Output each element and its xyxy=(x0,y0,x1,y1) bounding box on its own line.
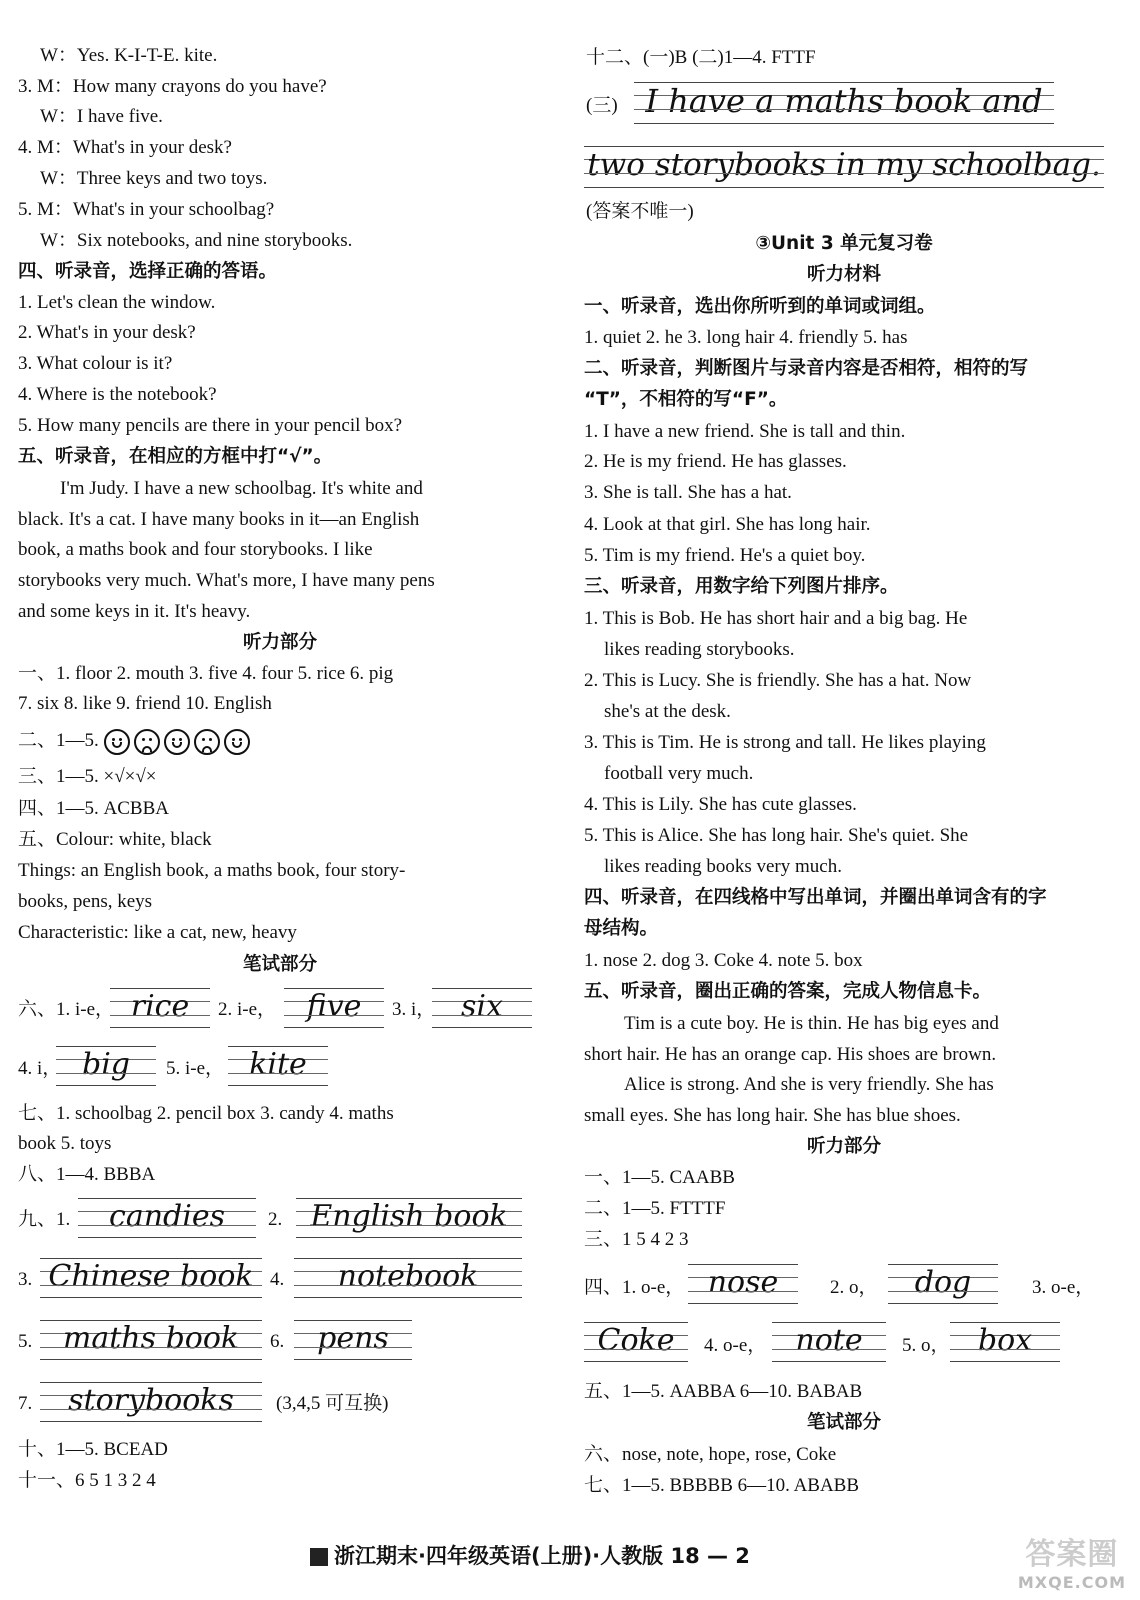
watermark xyxy=(1018,1529,1126,1592)
text-line: 十二、(一)B (二)1—4. FTTF xyxy=(586,47,816,68)
question-label: 5. i-e， xyxy=(166,1058,225,1079)
text-line: 一、1—5. CAABB xyxy=(584,1167,735,1188)
question-label: 2. i-e， xyxy=(218,999,277,1020)
handwritten-answer: notebook xyxy=(337,1259,479,1294)
note: (3,4,5 可互换) xyxy=(276,1393,389,1414)
four-line-box xyxy=(584,1322,688,1362)
text-line: 三、1 5 4 2 3 xyxy=(584,1229,689,1250)
four-line-box xyxy=(296,1198,522,1238)
text-line: book, a maths book and four storybooks. I like xyxy=(18,539,373,560)
face-mouth xyxy=(112,742,122,748)
text-line: 5. M：What's in your schoolbag? xyxy=(18,199,275,220)
text-line: 二、1—5. FTTTF xyxy=(584,1198,726,1219)
handwritten-answer: English book xyxy=(310,1199,508,1234)
smiley-face-icon xyxy=(224,729,250,755)
text-line: Alice is strong. And she is very friendly. She has xyxy=(624,1074,994,1095)
handwritten-answer: five xyxy=(306,989,362,1024)
question-label: 3. xyxy=(18,1269,33,1290)
text-line: likes reading books very much. xyxy=(604,856,842,877)
four-line-box xyxy=(584,146,1104,188)
handwritten-answer: Chinese book xyxy=(48,1259,254,1294)
handwritten-answer: two storybooks in my schoolbag. xyxy=(587,147,1101,183)
text-line: she's at the desk. xyxy=(604,701,731,722)
text-line: 3. She is tall. She has a hat. xyxy=(584,482,792,503)
four-line-box xyxy=(888,1264,998,1304)
handwritten-answer: box xyxy=(977,1323,1033,1358)
question-label: (三) xyxy=(586,95,618,116)
text-line: 四、1—5. ACBBA xyxy=(18,798,169,819)
text-line: W：Yes. K-I-T-E. kite. xyxy=(40,45,218,66)
question-label: 2. o， xyxy=(830,1277,878,1298)
text-line: 七、1—5. BBBBB 6—10. ABABB xyxy=(584,1475,860,1496)
text-line: Things: an English book, a maths book, four story- xyxy=(18,860,406,881)
handwritten-answer: rice xyxy=(130,989,190,1024)
book-icon xyxy=(310,1548,328,1566)
four-line-box xyxy=(40,1258,262,1298)
watermark-logo: 答案圈 xyxy=(1025,1537,1119,1572)
question-label: 四、1. o-e， xyxy=(584,1277,685,1298)
text-line: 4. Where is the notebook? xyxy=(18,384,217,405)
text-line: 1. Let's clean the window. xyxy=(18,292,216,313)
text-line: 2. What's in your desk? xyxy=(18,322,196,343)
handwritten-answer: six xyxy=(461,989,503,1024)
part-heading: 听力部分 xyxy=(806,1136,881,1157)
text-line: 4. M：What's in your desk? xyxy=(18,137,232,158)
four-line-box xyxy=(432,988,532,1028)
section-heading: 三、听录音，用数字给下列图片排序。 xyxy=(584,576,899,597)
four-line-box xyxy=(110,988,210,1028)
text-line: Tim is a cute boy. He is thin. He has big eyes and xyxy=(624,1013,999,1034)
text-line: small eyes. She has long hair. She has blue shoes. xyxy=(584,1105,961,1126)
handwritten-answer: dog xyxy=(914,1265,972,1300)
answer-label: 二、1—5. xyxy=(18,730,99,751)
four-line-box xyxy=(950,1322,1060,1362)
smiley-face-icon xyxy=(164,729,190,755)
footer-text: 浙江期末·四年级英语(上册)·人教版 18 — 2 xyxy=(334,1544,750,1568)
text-line: 五、1—5. AABBA 6—10. BABAB xyxy=(584,1381,863,1402)
section-heading: 五、听录音，圈出正确的答案，完成人物信息卡。 xyxy=(584,981,992,1002)
text-line: W：I have five. xyxy=(40,106,163,127)
text-line: football very much. xyxy=(604,763,754,784)
handwritten-answer: candies xyxy=(109,1199,225,1234)
face-mouth xyxy=(232,742,242,748)
question-label: 4. i， xyxy=(18,1058,62,1079)
text-line: 1. nose 2. dog 3. Coke 4. note 5. box xyxy=(584,950,863,971)
handwritten-answer: kite xyxy=(249,1047,307,1082)
text-line: 3. This is Tim. He is strong and tall. He likes playing xyxy=(584,732,986,753)
handwritten-answer: big xyxy=(81,1047,130,1082)
text-line: 1. I have a new friend. She is tall and thin. xyxy=(584,421,906,442)
section-heading: 四、听录音，选择正确的答语。 xyxy=(18,261,278,282)
text-line: books, pens, keys xyxy=(18,891,153,912)
face-mouth xyxy=(202,746,212,752)
face-mouth xyxy=(172,742,182,748)
text-line: 六、nose, note, hope, rose, Coke xyxy=(584,1444,837,1465)
section-heading: “T”，不相符的写“F”。 xyxy=(584,389,788,410)
question-label: 九、1. xyxy=(18,1209,71,1230)
four-line-box xyxy=(40,1320,262,1360)
text-line: W：Six notebooks, and nine storybooks. xyxy=(40,230,353,251)
sad-face-icon xyxy=(134,729,160,755)
text-line: 4. This is Lily. She has cute glasses. xyxy=(584,794,857,815)
handwritten-answer: pens xyxy=(317,1321,389,1356)
four-line-box xyxy=(56,1046,156,1086)
text-line: 一、1. floor 2. mouth 3. five 4. four 5. rice 6. pig xyxy=(18,663,394,684)
text-line: 七、1. schoolbag 2. pencil box 3. candy 4. maths xyxy=(18,1103,394,1124)
four-line-box xyxy=(634,82,1054,124)
watermark-url: MXQE.COM xyxy=(1017,1573,1126,1592)
text-line: 5. How many pencils are there in your pencil box? xyxy=(18,415,403,436)
page-footer xyxy=(310,1540,830,1570)
question-label: 5. o， xyxy=(902,1335,950,1356)
text-line: 7. six 8. like 9. friend 10. English xyxy=(18,693,272,714)
text-line: 1. This is Bob. He has short hair and a big bag. He xyxy=(584,608,968,629)
handwritten-answer: I have a maths book and xyxy=(645,82,1043,120)
smiley-face-icon xyxy=(104,729,130,755)
text-line: 5. This is Alice. She has long hair. She's quiet. She xyxy=(584,825,969,846)
section-heading: 一、听录音，选出你所听到的单词或词组。 xyxy=(584,296,936,317)
text-line: W：Three keys and two toys. xyxy=(40,168,268,189)
handwritten-answer: note xyxy=(795,1323,863,1358)
question-label: 4. xyxy=(270,1269,285,1290)
faces-row xyxy=(104,730,254,751)
question-label: 六、1. i-e， xyxy=(18,999,115,1020)
handwritten-answer: maths book xyxy=(62,1321,240,1356)
text-line: 2. This is Lucy. She is friendly. She has a hat. Now xyxy=(584,670,972,691)
question-label: 3. o-e， xyxy=(1032,1277,1095,1298)
text-line: 五、Colour: white, black xyxy=(18,829,212,850)
section-heading: 五、听录音，在相应的方框中打“√”。 xyxy=(18,446,333,467)
handwritten-answer: storybooks xyxy=(68,1383,234,1418)
section-heading: 四、听录音，在四线格中写出单词，并圈出单词含有的字 xyxy=(584,887,1047,908)
part-heading: 听力材料 xyxy=(806,264,881,285)
text-line: short hair. He has an orange cap. His shoes are brown. xyxy=(584,1044,997,1065)
text-line: likes reading storybooks. xyxy=(604,639,795,660)
text-line: and some keys in it. It's heavy. xyxy=(18,601,251,622)
text-line: 1. quiet 2. he 3. long hair 4. friendly 5. has xyxy=(584,327,908,348)
question-label: 6. xyxy=(270,1331,285,1352)
four-line-box xyxy=(40,1382,262,1422)
section-heading: 母结构。 xyxy=(584,918,659,939)
handwritten-answer: Coke xyxy=(597,1323,675,1358)
section-heading: 二、听录音，判断图片与录音内容是否相符，相符的写 xyxy=(584,358,1029,379)
four-line-box xyxy=(688,1264,798,1304)
text-line: (答案不唯一) xyxy=(586,201,694,222)
sad-face-icon xyxy=(194,729,220,755)
text-line: 十、1—5. BCEAD xyxy=(18,1439,168,1460)
question-label: 5. xyxy=(18,1331,33,1352)
text-line: 3. M：How many crayons do you have? xyxy=(18,76,327,97)
part-heading: 笔试部分 xyxy=(806,1412,881,1433)
unit-title: ③Unit 3 单元复习卷 xyxy=(755,233,933,254)
text-line: 2. He is my friend. He has glasses. xyxy=(584,451,847,472)
text-line: black. It's a cat. I have many books in it—an English xyxy=(18,509,420,530)
part-heading: 听力部分 xyxy=(242,632,317,653)
text-line: storybooks very much. What's more, I have many pens xyxy=(18,570,435,591)
face-mouth xyxy=(142,746,152,752)
text-line xyxy=(18,727,254,755)
four-line-box xyxy=(294,1320,412,1360)
question-label: 4. o-e， xyxy=(704,1335,767,1356)
four-line-box xyxy=(228,1046,328,1086)
text-line: 4. Look at that girl. She has long hair. xyxy=(584,514,871,535)
text-line: 十一、6 5 1 3 2 4 xyxy=(18,1470,156,1491)
text-line: 三、1—5. ×√×√× xyxy=(18,766,157,787)
text-line: 八、1—4. BBBA xyxy=(18,1164,156,1185)
text-line: 5. Tim is my friend. He's a quiet boy. xyxy=(584,545,866,566)
question-label: 7. xyxy=(18,1393,33,1414)
question-label: 3. i， xyxy=(392,999,436,1020)
handwritten-answer: nose xyxy=(707,1265,779,1300)
text-line: book 5. toys xyxy=(18,1133,112,1154)
four-line-box xyxy=(284,988,384,1028)
part-heading: 笔试部分 xyxy=(242,954,317,975)
four-line-box xyxy=(772,1322,886,1362)
four-line-box xyxy=(294,1258,522,1298)
four-line-box xyxy=(78,1198,256,1238)
question-label: 2. xyxy=(268,1209,283,1230)
text-line: Characteristic: like a cat, new, heavy xyxy=(18,922,297,943)
text-line: 3. What colour is it? xyxy=(18,353,173,374)
text-line: I'm Judy. I have a new schoolbag. It's white and xyxy=(60,478,423,499)
